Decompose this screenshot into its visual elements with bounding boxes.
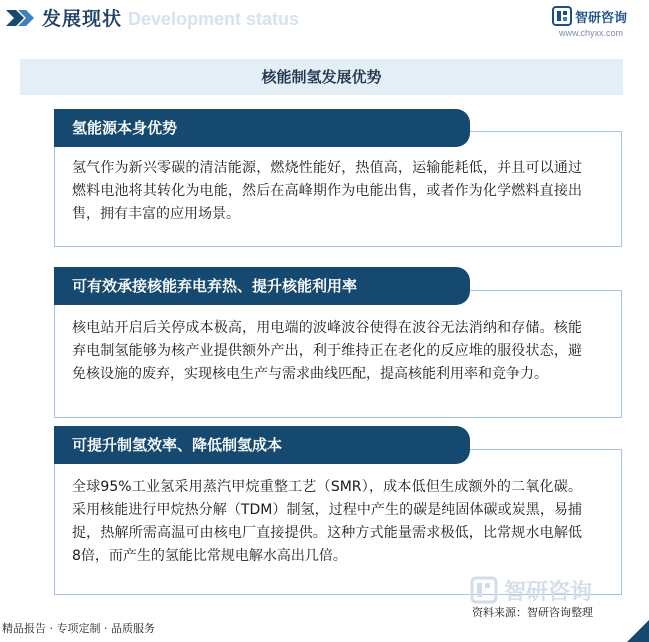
page-header	[0, 0, 649, 40]
section-heading-1-text: 氢能源本身优势	[72, 119, 178, 137]
section-title: 发展现状	[42, 8, 123, 30]
double-chevron-icon	[6, 10, 36, 26]
main-title-band	[20, 59, 623, 95]
section-heading-3-text: 可提升制氢效率、降低制氢成本	[72, 436, 283, 454]
section-body-3: 全球95%工业氢采用蒸汽甲烷重整工艺（SMR），成本低但生成额外的二氧化碳。采用核能进行甲烷热分解（TDM）制氢，过程中产生的碳是纯固体碳或炭黑，易捕捉，热解所需高温可由核电厂直接提供。这种方式能量需求极低，比常规水电解低8倍，而产生的氢能比常规电解水高出几倍。	[72, 479, 582, 564]
section-heading-1	[54, 109, 470, 147]
header-watermark: Development status	[128, 9, 300, 29]
watermark-logo-icon	[470, 576, 498, 604]
section-heading-2	[54, 267, 470, 305]
brand-url: www.chyxx.com	[559, 28, 624, 38]
brand-name: 智研咨询	[575, 11, 628, 26]
corner-decoration	[627, 620, 649, 642]
section-heading-2-text: 可有效承接核能弃电弃热、提升核能利用率	[72, 277, 358, 295]
section-body-2: 核电站开启后关停成本极高，用电端的波峰波谷使得在波谷无法消纳和存储。核能弃电制氢能够为核产业提供额外产出，利于维持正在老化的反应堆的服役状态，避免核设施的废弃，实现核电生产与需求曲线匹配，提高核能利用率和竞争力。	[72, 320, 582, 382]
section-body-1: 氢气作为新兴零碳的清洁能源，燃烧性能好，热值高，运输能耗低，并且可以通过燃料电池将其转化为电能，然后在高峰期作为电能出售，或者作为化学燃料直接出售，拥有丰富的应用场景。	[72, 160, 582, 222]
footer-tagline: 精品报告 · 专项定制 · 品质服务	[2, 622, 155, 635]
footer-watermark	[470, 576, 640, 604]
brand-icon	[552, 6, 572, 26]
section-heading-3	[54, 426, 470, 464]
source-note: 资料来源：智研咨询整理	[472, 606, 593, 619]
footer-watermark-text: 智研咨询	[504, 580, 593, 605]
main-title: 核能制氢发展优势	[261, 68, 382, 86]
